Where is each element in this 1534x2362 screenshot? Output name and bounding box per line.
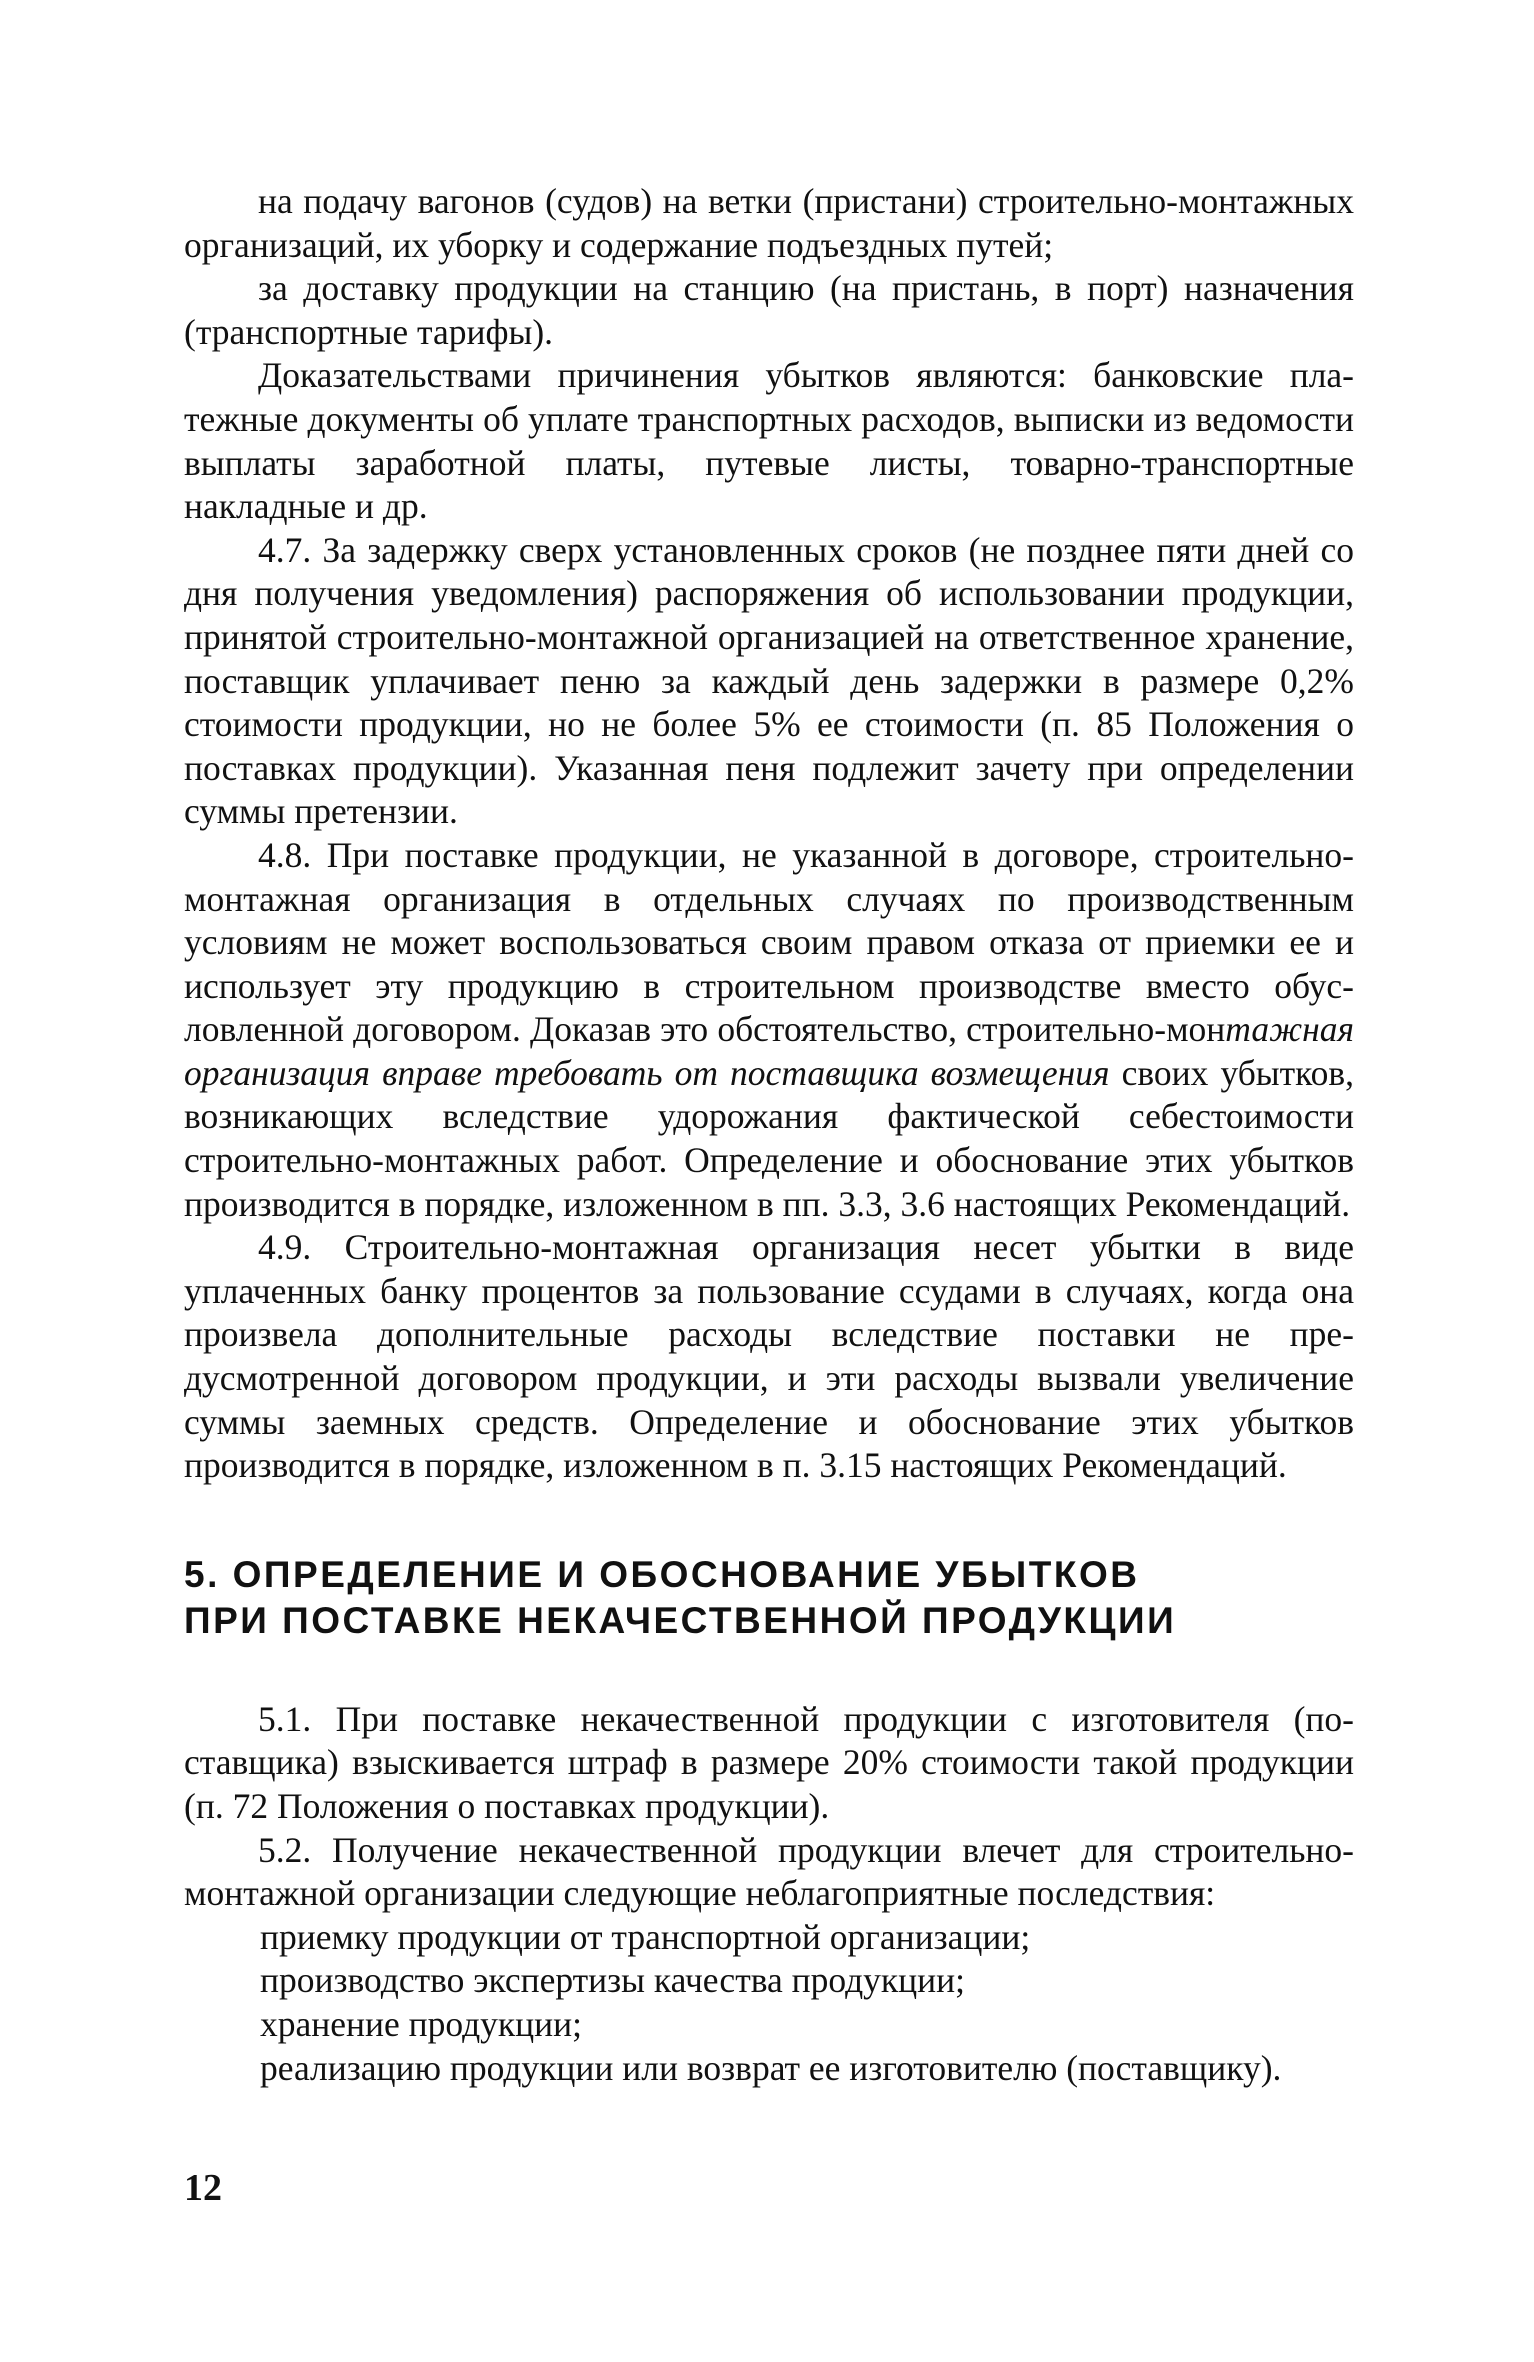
section-5-heading [184, 1552, 1354, 1644]
paragraph-rail-delivery: на подачу вагонов (судов) на ветки (пристани) строительно-монтажных организаций, их уборку и содержание подъездных путей; [184, 181, 1354, 265]
page-body [184, 180, 1354, 2090]
paragraph-4-7: 4.7. За задержку сверх установленных сроков (не позднее пяти дней со дня получения уведомления) распоряжения об использовании продукции, принятой строительно-монтажной организацией на ответственное хранение, поставщик уплачивает пеню за каждый день задержки в размере 0,2% стоимости продукции, но не более 5% ее стоимости (п. 85 Положения о поставках продукции). Указанная пеня подлежит зачету при определении суммы претензии. [184, 529, 1354, 832]
paragraph-4-8 [184, 834, 1354, 1226]
paragraph-4-8-text-b: своих убытков, возникающих вследствие удорожания фактической себестоимости строительно-монтажных работ. Определение и обоснование этих убытков производится в порядке, изложенном в пп. 3.3, 3.6 настоящих Рекомендаций. [184, 1052, 1354, 1224]
section-5-heading-line1: 5. ОПРЕДЕЛЕНИЕ И ОБОСНОВАНИЕ УБЫТКОВ [184, 1553, 1140, 1595]
paragraph-4-9: 4.9. Строительно-монтажная организация несет убытки в виде уплаченных банку процентов за пользование ссудами в случаях, когда она произвела дополнительные расходы вследствие поставки не предусмотренной договором продукции, и эти расходы вызвали увеличение суммы заемных средств. Определение и обоснование этих убытков производится в порядке, изложенном в п. 3.15 настоящих Рекомендаций. [184, 1227, 1354, 1486]
paragraph-5-1: 5.1. При поставке некачественной продукции с изготовителя (поставщика) взыскивается штраф в размере 20% стоимости такой продукции (п. 72 Положения о поставках продукции). [184, 1698, 1354, 1826]
paragraph-5-2: 5.2. Получение некачественной продукции влечет для строительномонтажной организации следующие неблагоприятные последствия: [184, 1829, 1354, 1914]
list-item: реализацию продукции или возврат ее изготовителю (поставщику). [260, 2047, 1282, 2088]
paragraph-4-8-text-a: 4.8. При поставке продукции, не указанной в договоре, строительно-монтажная организация в отдельных случаях по производственным условиям не может воспользоваться своим правом отказа от приемки ее и использует эту продукцию в строительном производстве вместо обусловленной договором. Доказав это обстоятельство, строительно-мон [184, 834, 1354, 1050]
paragraph-4-8-italic: тажная организация вправе требовать от поставщика возмещения [184, 1009, 1354, 1093]
list-item: хранение продукции; [260, 2003, 583, 2044]
list-item: производство экспертизы качества продукции; [260, 1960, 966, 2001]
list-item: приемку продукции от транспортной организации; [260, 1916, 1031, 1957]
page-number: 12 [184, 2167, 222, 2209]
paragraph-transport-tariffs: за доставку продукции на станцию (на пристань, в порт) назначения (транспортные тарифы). [184, 268, 1354, 352]
paragraph-evidence: Доказательствами причинения убытков являются: банковские платежные документы об уплате транспортных расходов, выписки из ведомости выплаты заработной платы, путевые листы, товарно-транспортные накладные и др. [184, 355, 1354, 527]
section-5-heading-line2: ПРИ ПОСТАВКЕ НЕКАЧЕСТВЕННОЙ ПРОДУКЦИИ [184, 1599, 1177, 1641]
